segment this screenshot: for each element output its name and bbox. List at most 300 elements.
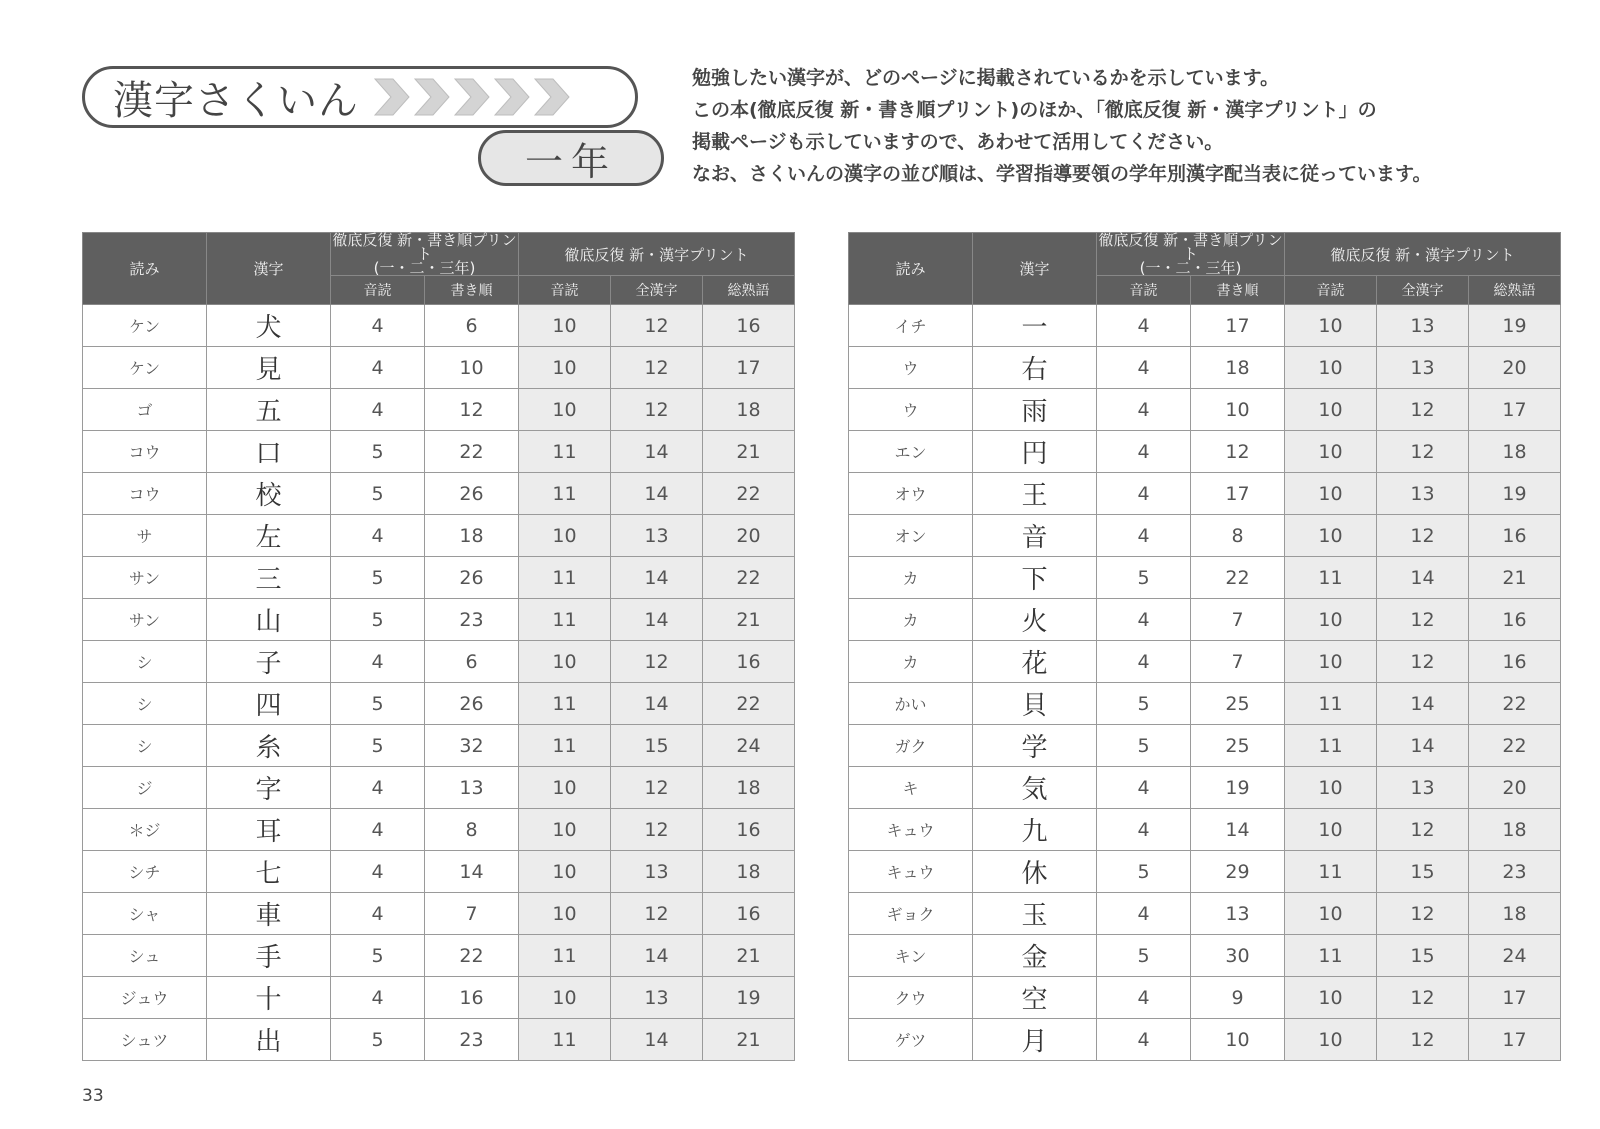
stroke-order-page-cell: 32 — [425, 725, 519, 767]
kanji-print-onyomi-cell: 11 — [1285, 557, 1377, 599]
compound-page-cell: 24 — [1469, 935, 1561, 977]
reading-cell: カ — [849, 641, 973, 683]
onyomi-page-cell: 5 — [1097, 725, 1191, 767]
reading-cell: キン — [849, 935, 973, 977]
kanji-cell: 見 — [207, 347, 331, 389]
kanji-print-onyomi-cell: 10 — [519, 305, 611, 347]
reading-cell: ＊ジ — [83, 809, 207, 851]
compound-page-cell: 18 — [703, 767, 795, 809]
kanji-print-onyomi-cell: 10 — [519, 977, 611, 1019]
table-row — [849, 809, 1561, 851]
all-kanji-page-cell: 14 — [1377, 683, 1469, 725]
all-kanji-page-cell: 12 — [1377, 599, 1469, 641]
all-kanji-page-cell: 15 — [1377, 935, 1469, 977]
stroke-order-page-cell: 10 — [1191, 1019, 1285, 1061]
kanji-print-onyomi-cell: 10 — [1285, 1019, 1377, 1061]
kanji-print-onyomi-cell: 10 — [1285, 389, 1377, 431]
stroke-order-page-cell: 8 — [1191, 515, 1285, 557]
kanji-cell: 右 — [973, 347, 1097, 389]
reading-cell: キュウ — [849, 851, 973, 893]
compound-page-cell: 16 — [1469, 515, 1561, 557]
table-row — [849, 641, 1561, 683]
kanji-print-onyomi-cell: 10 — [1285, 473, 1377, 515]
onyomi-page-cell: 4 — [1097, 893, 1191, 935]
stroke-order-page-cell: 13 — [1191, 893, 1285, 935]
kanji-cell: 三 — [207, 557, 331, 599]
page-number: 33 — [82, 1086, 104, 1106]
onyomi-page-cell: 4 — [1097, 809, 1191, 851]
all-kanji-page-cell: 15 — [1377, 851, 1469, 893]
stroke-order-page-cell: 10 — [425, 347, 519, 389]
all-kanji-page-cell: 14 — [611, 935, 703, 977]
table-row — [849, 347, 1561, 389]
reading-cell: シャ — [83, 893, 207, 935]
header-group-kanji-print: 徹底反復 新・漢字プリント — [519, 233, 795, 276]
compound-page-cell: 18 — [703, 389, 795, 431]
stroke-order-page-cell: 30 — [1191, 935, 1285, 977]
stroke-order-page-cell: 12 — [425, 389, 519, 431]
kanji-print-onyomi-cell: 10 — [519, 389, 611, 431]
intro-line: この本(徹底反復 新・書き順プリント)のほか、「徹底反復 新・漢字プリント」の — [692, 99, 1377, 121]
all-kanji-page-cell: 12 — [1377, 431, 1469, 473]
compound-page-cell: 21 — [1469, 557, 1561, 599]
reading-cell: ジ — [83, 767, 207, 809]
onyomi-page-cell: 4 — [1097, 389, 1191, 431]
stroke-order-page-cell: 10 — [1191, 389, 1285, 431]
index-title-banner — [82, 66, 638, 128]
kanji-cell: 気 — [973, 767, 1097, 809]
onyomi-page-cell: 4 — [331, 851, 425, 893]
kanji-print-onyomi-cell: 10 — [519, 515, 611, 557]
kanji-print-onyomi-cell: 11 — [1285, 851, 1377, 893]
kanji-cell: 火 — [973, 599, 1097, 641]
onyomi-page-cell: 5 — [331, 683, 425, 725]
table-row — [849, 893, 1561, 935]
stroke-order-page-cell: 29 — [1191, 851, 1285, 893]
all-kanji-page-cell: 12 — [611, 809, 703, 851]
compound-page-cell: 17 — [1469, 977, 1561, 1019]
compound-page-cell: 22 — [703, 473, 795, 515]
kanji-print-onyomi-cell: 11 — [519, 683, 611, 725]
reading-cell: ジュウ — [83, 977, 207, 1019]
stroke-order-page-cell: 22 — [1191, 557, 1285, 599]
stroke-order-page-cell: 7 — [425, 893, 519, 935]
table-row — [849, 305, 1561, 347]
kanji-cell: 月 — [973, 1019, 1097, 1061]
header-group-stroke-print-line2: (一・二・三年) — [1139, 259, 1242, 277]
header-group-stroke-print — [1097, 233, 1285, 276]
onyomi-page-cell: 4 — [331, 389, 425, 431]
intro-text — [692, 62, 1572, 190]
reading-cell: サ — [83, 515, 207, 557]
all-kanji-page-cell: 14 — [1377, 725, 1469, 767]
onyomi-page-cell: 4 — [331, 977, 425, 1019]
table-row — [83, 599, 795, 641]
all-kanji-page-cell: 12 — [1377, 809, 1469, 851]
onyomi-page-cell: 5 — [331, 557, 425, 599]
stroke-order-page-cell: 18 — [425, 515, 519, 557]
compound-page-cell: 16 — [1469, 599, 1561, 641]
all-kanji-page-cell: 12 — [611, 305, 703, 347]
table-row — [83, 851, 795, 893]
onyomi-page-cell: 4 — [331, 347, 425, 389]
reading-cell: コウ — [83, 431, 207, 473]
onyomi-page-cell: 5 — [331, 725, 425, 767]
header-all-kanji: 全漢字 — [611, 276, 703, 305]
grade-label: 一年 — [478, 130, 664, 186]
all-kanji-page-cell: 15 — [611, 725, 703, 767]
stroke-order-page-cell: 16 — [425, 977, 519, 1019]
compound-page-cell: 21 — [703, 1019, 795, 1061]
kanji-cell: 四 — [207, 683, 331, 725]
onyomi-page-cell: 4 — [1097, 305, 1191, 347]
reading-cell: シュ — [83, 935, 207, 977]
reading-cell: ゲツ — [849, 1019, 973, 1061]
table-row — [83, 809, 795, 851]
header-stroke-order: 書き順 — [1191, 276, 1285, 305]
reading-cell: コウ — [83, 473, 207, 515]
stroke-order-page-cell: 19 — [1191, 767, 1285, 809]
compound-page-cell: 22 — [703, 557, 795, 599]
table-row — [83, 935, 795, 977]
onyomi-page-cell: 5 — [331, 935, 425, 977]
table-row — [849, 767, 1561, 809]
kanji-cell: 学 — [973, 725, 1097, 767]
header-onyomi-2: 音読 — [1285, 276, 1377, 305]
kanji-cell: 字 — [207, 767, 331, 809]
table-row — [83, 431, 795, 473]
compound-page-cell: 18 — [703, 851, 795, 893]
kanji-print-onyomi-cell: 10 — [519, 809, 611, 851]
kanji-print-onyomi-cell: 10 — [519, 641, 611, 683]
kanji-print-onyomi-cell: 11 — [1285, 935, 1377, 977]
kanji-cell: 山 — [207, 599, 331, 641]
kanji-cell: 口 — [207, 431, 331, 473]
compound-page-cell: 20 — [1469, 347, 1561, 389]
kanji-print-onyomi-cell: 10 — [519, 893, 611, 935]
compound-page-cell: 19 — [1469, 473, 1561, 515]
all-kanji-page-cell: 12 — [611, 641, 703, 683]
header-group-stroke-print-line1: 徹底反復 新・書き順プリント — [332, 231, 517, 263]
compound-page-cell: 21 — [703, 935, 795, 977]
chevron-decoration — [373, 75, 573, 119]
reading-cell: シ — [83, 683, 207, 725]
reading-cell: ガク — [849, 725, 973, 767]
onyomi-page-cell: 4 — [1097, 347, 1191, 389]
reading-cell: キ — [849, 767, 973, 809]
table-row — [83, 893, 795, 935]
table-row — [83, 305, 795, 347]
table-row — [849, 599, 1561, 641]
table-row — [83, 767, 795, 809]
kanji-cell: 雨 — [973, 389, 1097, 431]
kanji-print-onyomi-cell: 11 — [519, 473, 611, 515]
table-row — [83, 977, 795, 1019]
stroke-order-page-cell: 26 — [425, 473, 519, 515]
kanji-index-table-right — [848, 232, 1561, 1061]
reading-cell: ウ — [849, 389, 973, 431]
onyomi-page-cell: 5 — [331, 473, 425, 515]
stroke-order-page-cell: 13 — [425, 767, 519, 809]
onyomi-page-cell: 5 — [1097, 851, 1191, 893]
table-row — [83, 1019, 795, 1061]
compound-page-cell: 16 — [703, 641, 795, 683]
reading-cell: サン — [83, 557, 207, 599]
table-body-right — [849, 305, 1561, 1061]
kanji-cell: 花 — [973, 641, 1097, 683]
table-row — [849, 1019, 1561, 1061]
table-row — [849, 725, 1561, 767]
intro-line: なお、さくいんの漢字の並び順は、学習指導要領の学年別漢字配当表に従っています。 — [692, 163, 1432, 185]
compound-page-cell: 17 — [1469, 389, 1561, 431]
intro-line: 掲載ページも示していますので、あわせて活用してください。 — [692, 131, 1224, 153]
compound-page-cell: 21 — [703, 599, 795, 641]
all-kanji-page-cell: 14 — [611, 1019, 703, 1061]
kanji-cell: 校 — [207, 473, 331, 515]
kanji-print-onyomi-cell: 10 — [1285, 809, 1377, 851]
onyomi-page-cell: 4 — [1097, 431, 1191, 473]
intro-line: 勉強したい漢字が、どのページに掲載されているかを示しています。 — [692, 67, 1280, 89]
all-kanji-page-cell: 13 — [611, 851, 703, 893]
kanji-cell: 出 — [207, 1019, 331, 1061]
onyomi-page-cell: 4 — [1097, 1019, 1191, 1061]
header-group-stroke-print — [331, 233, 519, 276]
reading-cell: ケン — [83, 305, 207, 347]
kanji-print-onyomi-cell: 11 — [519, 1019, 611, 1061]
onyomi-page-cell: 5 — [331, 599, 425, 641]
kanji-print-onyomi-cell: 11 — [1285, 683, 1377, 725]
table-row — [849, 557, 1561, 599]
table-row — [849, 977, 1561, 1019]
onyomi-page-cell: 4 — [331, 767, 425, 809]
all-kanji-page-cell: 13 — [1377, 767, 1469, 809]
stroke-order-page-cell: 22 — [425, 431, 519, 473]
stroke-order-page-cell: 12 — [1191, 431, 1285, 473]
kanji-print-onyomi-cell: 10 — [519, 851, 611, 893]
all-kanji-page-cell: 14 — [611, 431, 703, 473]
onyomi-page-cell: 4 — [331, 893, 425, 935]
kanji-print-onyomi-cell: 10 — [1285, 767, 1377, 809]
onyomi-page-cell: 5 — [331, 1019, 425, 1061]
all-kanji-page-cell: 13 — [611, 515, 703, 557]
compound-page-cell: 19 — [1469, 305, 1561, 347]
all-kanji-page-cell: 12 — [1377, 641, 1469, 683]
onyomi-page-cell: 5 — [1097, 683, 1191, 725]
kanji-cell: 子 — [207, 641, 331, 683]
kanji-cell: 円 — [973, 431, 1097, 473]
kanji-cell: 五 — [207, 389, 331, 431]
onyomi-page-cell: 5 — [1097, 557, 1191, 599]
compound-page-cell: 22 — [1469, 683, 1561, 725]
reading-cell: イチ — [849, 305, 973, 347]
table-row — [849, 515, 1561, 557]
kanji-print-onyomi-cell: 10 — [1285, 599, 1377, 641]
all-kanji-page-cell: 13 — [611, 977, 703, 1019]
all-kanji-page-cell: 12 — [611, 389, 703, 431]
onyomi-page-cell: 4 — [331, 305, 425, 347]
header-onyomi: 音読 — [331, 276, 425, 305]
table-row — [83, 515, 795, 557]
stroke-order-page-cell: 18 — [1191, 347, 1285, 389]
reading-cell: ケン — [83, 347, 207, 389]
reading-cell: かい — [849, 683, 973, 725]
onyomi-page-cell: 5 — [1097, 935, 1191, 977]
kanji-print-onyomi-cell: 11 — [519, 725, 611, 767]
stroke-order-page-cell: 23 — [425, 599, 519, 641]
reading-cell: カ — [849, 599, 973, 641]
header-compound: 総熟語 — [703, 276, 795, 305]
stroke-order-page-cell: 23 — [425, 1019, 519, 1061]
compound-page-cell: 16 — [703, 893, 795, 935]
table-body-left — [83, 305, 795, 1061]
stroke-order-page-cell: 22 — [425, 935, 519, 977]
header-kanji: 漢字 — [207, 233, 331, 305]
compound-page-cell: 18 — [1469, 893, 1561, 935]
kanji-cell: 七 — [207, 851, 331, 893]
reading-cell: ウ — [849, 347, 973, 389]
stroke-order-page-cell: 9 — [1191, 977, 1285, 1019]
stroke-order-page-cell: 6 — [425, 305, 519, 347]
reading-cell: キュウ — [849, 809, 973, 851]
table-row — [849, 431, 1561, 473]
stroke-order-page-cell: 7 — [1191, 641, 1285, 683]
table-row — [83, 389, 795, 431]
reading-cell: エン — [849, 431, 973, 473]
header-group-stroke-print-line2: (一・二・三年) — [373, 259, 476, 277]
kanji-cell: 金 — [973, 935, 1097, 977]
compound-page-cell: 22 — [703, 683, 795, 725]
stroke-order-page-cell: 26 — [425, 683, 519, 725]
compound-page-cell: 20 — [1469, 767, 1561, 809]
reading-cell: シ — [83, 641, 207, 683]
onyomi-page-cell: 4 — [331, 515, 425, 557]
table-row — [83, 557, 795, 599]
reading-cell: クウ — [849, 977, 973, 1019]
onyomi-page-cell: 4 — [1097, 641, 1191, 683]
compound-page-cell: 16 — [703, 809, 795, 851]
header-kanji: 漢字 — [973, 233, 1097, 305]
stroke-order-page-cell: 6 — [425, 641, 519, 683]
header-all-kanji: 全漢字 — [1377, 276, 1469, 305]
kanji-cell: 車 — [207, 893, 331, 935]
all-kanji-page-cell: 12 — [1377, 893, 1469, 935]
kanji-print-onyomi-cell: 10 — [1285, 641, 1377, 683]
compound-page-cell: 16 — [1469, 641, 1561, 683]
compound-page-cell: 23 — [1469, 851, 1561, 893]
all-kanji-page-cell: 12 — [1377, 515, 1469, 557]
reading-cell: オウ — [849, 473, 973, 515]
all-kanji-page-cell: 13 — [1377, 347, 1469, 389]
kanji-print-onyomi-cell: 11 — [519, 599, 611, 641]
table-row — [83, 725, 795, 767]
all-kanji-page-cell: 13 — [1377, 473, 1469, 515]
all-kanji-page-cell: 14 — [611, 599, 703, 641]
stroke-order-page-cell: 25 — [1191, 725, 1285, 767]
stroke-order-page-cell: 7 — [1191, 599, 1285, 641]
kanji-print-onyomi-cell: 10 — [1285, 431, 1377, 473]
onyomi-page-cell: 4 — [1097, 977, 1191, 1019]
reading-cell: ゴ — [83, 389, 207, 431]
kanji-cell: 下 — [973, 557, 1097, 599]
compound-page-cell: 18 — [1469, 809, 1561, 851]
kanji-print-onyomi-cell: 10 — [1285, 347, 1377, 389]
kanji-print-onyomi-cell: 10 — [1285, 515, 1377, 557]
onyomi-page-cell: 4 — [331, 809, 425, 851]
compound-page-cell: 19 — [703, 977, 795, 1019]
kanji-index-table-left — [82, 232, 795, 1061]
kanji-cell: 糸 — [207, 725, 331, 767]
all-kanji-page-cell: 13 — [1377, 305, 1469, 347]
header-onyomi: 音読 — [1097, 276, 1191, 305]
stroke-order-page-cell: 17 — [1191, 305, 1285, 347]
compound-page-cell: 22 — [1469, 725, 1561, 767]
table-row — [849, 473, 1561, 515]
kanji-cell: 犬 — [207, 305, 331, 347]
header-onyomi-2: 音読 — [519, 276, 611, 305]
kanji-print-onyomi-cell: 10 — [1285, 977, 1377, 1019]
table-row — [83, 641, 795, 683]
kanji-cell: 休 — [973, 851, 1097, 893]
all-kanji-page-cell: 12 — [1377, 1019, 1469, 1061]
kanji-cell: 王 — [973, 473, 1097, 515]
all-kanji-page-cell: 14 — [1377, 557, 1469, 599]
all-kanji-page-cell: 14 — [611, 473, 703, 515]
table-row — [849, 683, 1561, 725]
all-kanji-page-cell: 12 — [611, 893, 703, 935]
compound-page-cell: 20 — [703, 515, 795, 557]
table-row — [849, 935, 1561, 977]
onyomi-page-cell: 4 — [331, 641, 425, 683]
reading-cell: シチ — [83, 851, 207, 893]
compound-page-cell: 21 — [703, 431, 795, 473]
kanji-print-onyomi-cell: 10 — [519, 347, 611, 389]
compound-page-cell: 24 — [703, 725, 795, 767]
reading-cell: シュツ — [83, 1019, 207, 1061]
kanji-cell: 音 — [973, 515, 1097, 557]
table-row — [849, 389, 1561, 431]
stroke-order-page-cell: 14 — [1191, 809, 1285, 851]
kanji-print-onyomi-cell: 11 — [519, 557, 611, 599]
onyomi-page-cell: 4 — [1097, 767, 1191, 809]
table-row — [83, 347, 795, 389]
kanji-print-onyomi-cell: 10 — [1285, 305, 1377, 347]
compound-page-cell: 16 — [703, 305, 795, 347]
reading-cell: カ — [849, 557, 973, 599]
reading-cell: オン — [849, 515, 973, 557]
onyomi-page-cell: 4 — [1097, 515, 1191, 557]
header-reading: 読み — [849, 233, 973, 305]
onyomi-page-cell: 4 — [1097, 599, 1191, 641]
kanji-cell: 空 — [973, 977, 1097, 1019]
reading-cell: ギョク — [849, 893, 973, 935]
stroke-order-page-cell: 25 — [1191, 683, 1285, 725]
all-kanji-page-cell: 14 — [611, 683, 703, 725]
all-kanji-page-cell: 12 — [611, 347, 703, 389]
all-kanji-page-cell: 12 — [611, 767, 703, 809]
chevron-right-icon — [373, 75, 573, 119]
all-kanji-page-cell: 12 — [1377, 977, 1469, 1019]
compound-page-cell: 17 — [1469, 1019, 1561, 1061]
kanji-cell: 玉 — [973, 893, 1097, 935]
kanji-cell: 九 — [973, 809, 1097, 851]
compound-page-cell: 17 — [703, 347, 795, 389]
kanji-cell: 貝 — [973, 683, 1097, 725]
index-title: 漢字さくいん — [113, 77, 359, 124]
stroke-order-page-cell: 8 — [425, 809, 519, 851]
stroke-order-page-cell: 26 — [425, 557, 519, 599]
kanji-cell: 一 — [973, 305, 1097, 347]
kanji-print-onyomi-cell: 11 — [519, 935, 611, 977]
